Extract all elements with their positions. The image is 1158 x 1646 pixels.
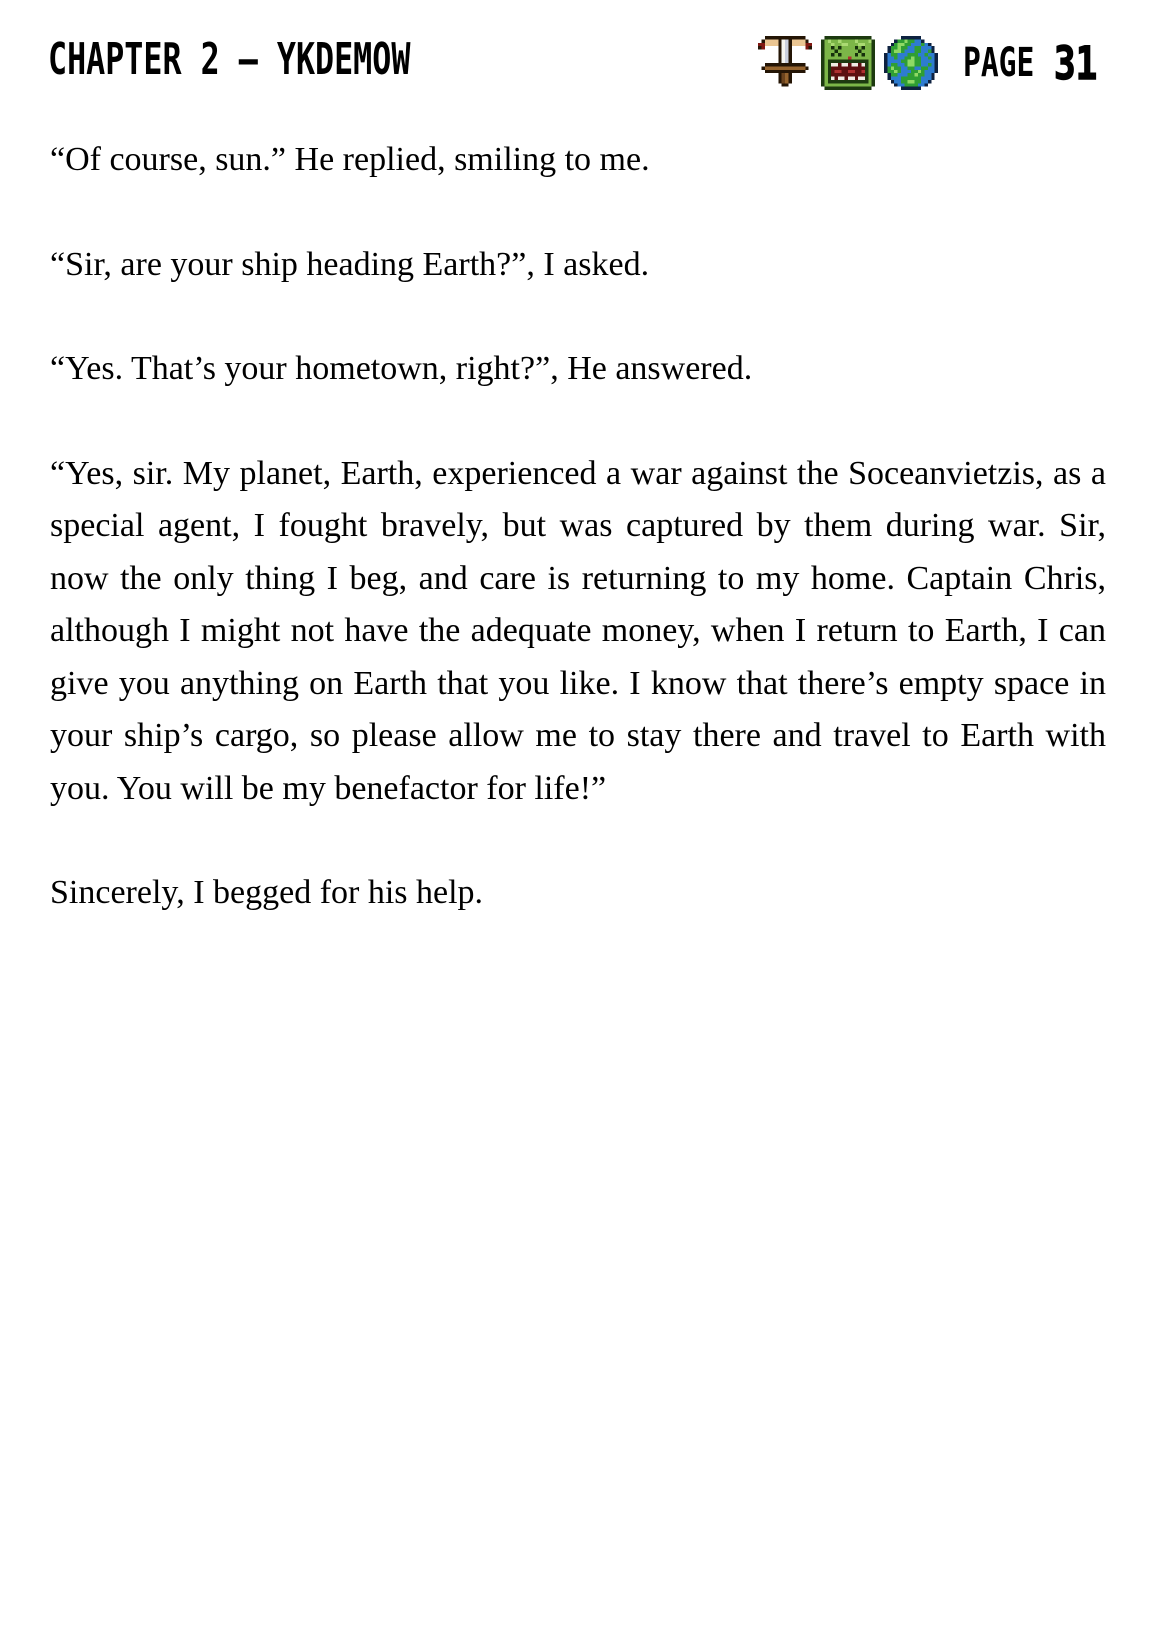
page-number: 31 (1053, 36, 1098, 90)
paragraph-1: “Of course, sun.” He replied, smiling to me. (50, 141, 650, 178)
paragraph-2: “Sir, are your ship heading Earth?”, I asked. (50, 245, 650, 283)
header-icons-and-page (758, 36, 1108, 90)
paragraph-5: Sincerely, I begged for his help. (50, 874, 484, 911)
pixel-sword-icon (758, 36, 812, 90)
chapter-title: CHAPTER 2 – YKDEMOW (48, 34, 411, 85)
ykdemow-monster-icon (821, 36, 875, 90)
page-header (0, 0, 1158, 102)
page-indicator (963, 37, 1108, 90)
paragraph-3: “Yes. That’s your hometown, right?”, He answered. (50, 350, 753, 387)
paragraph-4: “Yes, sir. My planet, Earth, experienced a war against the Soceanvietzis, as a special agent, I fought bravely, but was captured by them during war. Sir, now the only thing I beg, and care is returning to my home. Captain Chris, although I might not have the adequate money, when I return to Earth, I can give you anything on Earth that you like. I know that there’s empty space in your ship’s cargo, so please allow me to stay there and travel to Earth with you. You will be my benefactor for life!” (50, 454, 1106, 807)
page-label: PAGE (963, 40, 1035, 86)
earth-globe-icon (884, 36, 938, 90)
story-text (0, 134, 1158, 920)
